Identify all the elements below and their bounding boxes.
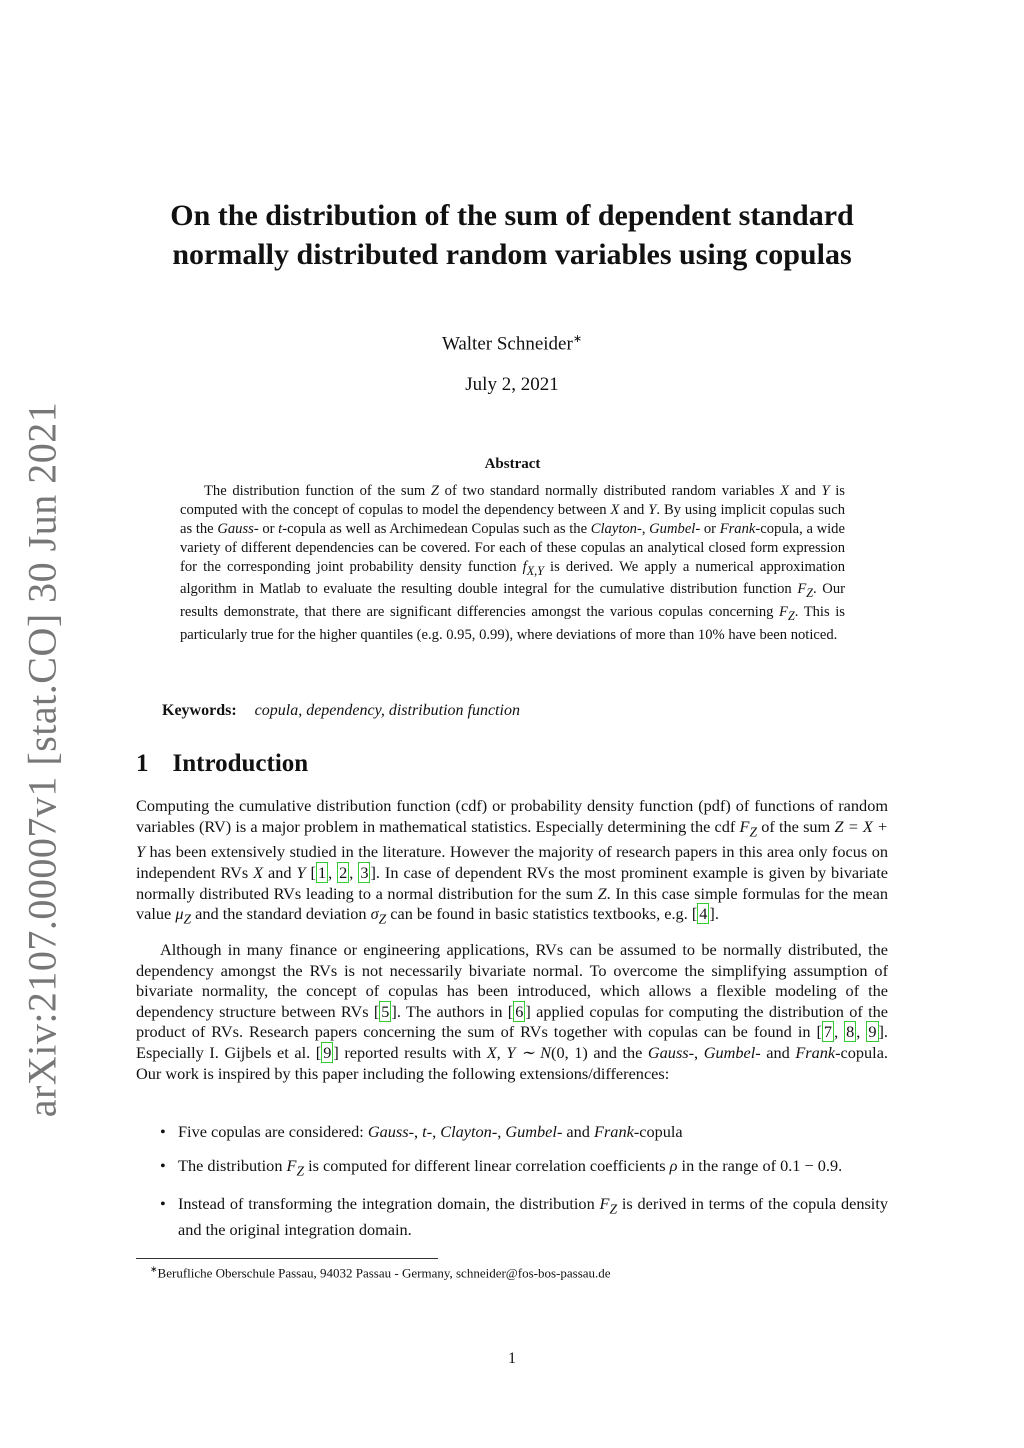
- extensions-list: [136, 1122, 888, 1241]
- intro-paragraph-2: Although in many finance or engineering applications, RVs can be assumed to be normally distributed, the dependency amongst the RVs is not necessarily bivariate normal. To overcome the simplifying assumption of bivariate normality, the concept of copulas has been introduced, which allows a flexible modeling of the dependency structure between RVs [ 5 ]. The authors in [ 6 ] applied copulas for computing the distribution of the product of RVs. Research papers concerning the sum of RVs together with copulas can be found in [ 7 , 8 , 9 ]. Especially I. Gijbels et al. [ 9 ] reported results with X, Y ∼ N(0, 1) and the Gauss-, Gumbel- and Frank-copula. Our work is inspired by this paper including the following extensions/differences:: [136, 940, 888, 1083]
- abstract-heading: Abstract: [484, 456, 541, 472]
- citation-1[interactable]: 1: [317, 863, 327, 883]
- author-line: [140, 332, 884, 355]
- publication-date: July 2, 2021: [465, 374, 559, 395]
- keywords: [162, 702, 862, 720]
- citation-6[interactable]: 6: [515, 1001, 524, 1021]
- citation-5[interactable]: 5: [381, 1001, 390, 1021]
- bullet-icon: •: [160, 1194, 166, 1214]
- citation-9[interactable]: 9: [868, 1022, 877, 1042]
- abstract-body: The distribution function of the sum Z of two standard normally distributed random variables X and Y is computed with the concept of copulas to model the dependency between X and Y. By using implicit copulas such as the Gauss- or t-copula as well as Archimedean Copulas such as the Clayton-, Gumbel- or Frank-copula, a wide variety of different dependencies can be covered. For each of these copulas an analytical closed form expression for the corresponding joint probability density function $f_{X,Y}$ is derived. We apply a numerical approximation algorithm in Matlab to evaluate the resulting double integral for the cumulative distribution function $F_Z$. Our results demonstrate, that there are significant differencies amongst the various copulas concerning $F_Z$. This is particularly true for the higher quantiles (e.g. 0.95, 0.99), where deviations of more than 10% have been noticed.: [180, 483, 846, 644]
- footnote: [150, 1264, 888, 1281]
- section-number: 1: [136, 750, 149, 777]
- footnote-mark: ∗: [150, 1264, 158, 1274]
- citation-8[interactable]: 8: [846, 1022, 855, 1042]
- section-title: Introduction: [172, 750, 309, 777]
- list-item: • Instead of transforming the integration domain, the distribution $F_Z$ is derived in terms of the copula density and the original integration domain.: [160, 1194, 888, 1240]
- footnote-text: Berufliche Oberschule Passau, 94032 Passau - Germany, schneider@fos-bos-passau.de: [157, 1265, 611, 1281]
- citation-4[interactable]: 4: [699, 904, 708, 924]
- section-heading-introduction: [136, 750, 308, 778]
- citation-9-repeat[interactable]: 9: [323, 1042, 332, 1062]
- list-item: • The distribution $F_Z$ is computed for different linear correlation coefficients ρ in the range of 0.1 − 0.9.: [160, 1155, 843, 1178]
- page-number: 1: [508, 1350, 516, 1367]
- citation-2[interactable]: 2: [339, 863, 348, 883]
- bullet-icon: •: [160, 1155, 166, 1175]
- arxiv-identifier: [12, 401, 72, 1117]
- footnote-divider: [136, 1258, 438, 1259]
- keywords-list: copula, dependency, distribution function: [254, 702, 520, 719]
- citation-7[interactable]: 7: [823, 1022, 833, 1042]
- citation-3[interactable]: 3: [360, 863, 369, 883]
- paper-title: On the distribution of the sum of dependent standard normally distributed random variables using copulas: [170, 199, 854, 271]
- intro-paragraph-1: Computing the cumulative distribution function (cdf) or probability density function (pdf) of functions of random variables (RV) is a major problem in mathematical statistics. Especially determining the cdf $F_Z$ of the sum Z = X + Y has been extensively studied in the literature. However the majority of research papers in this area only focus on independent RVs X and Y [ 1 , 2 , 3 ]. In case of dependent RVs the most prominent example is given by bivariate normally distributed RVs leading to a normal distribution for the sum Z. In this case simple formulas for the mean value $\mu_Z$ and the standard deviation $\sigma_Z$ can be found in basic statistics textbooks, e.g. [ 4 ].: [136, 796, 889, 927]
- author-footnote-mark[interactable]: ∗: [572, 333, 583, 345]
- keywords-label: Keywords:: [162, 702, 237, 719]
- author-name: Walter Schneider: [441, 333, 573, 355]
- bullet-icon: •: [160, 1122, 166, 1141]
- list-item: • Five copulas are considered: Gauss-, t-, Clayton-, Gumbel- and Frank-copula: [160, 1122, 683, 1141]
- arxiv-identifier-text: arXiv:2107.00007v1 [stat.CO] 30 Jun 2021: [19, 401, 65, 1117]
